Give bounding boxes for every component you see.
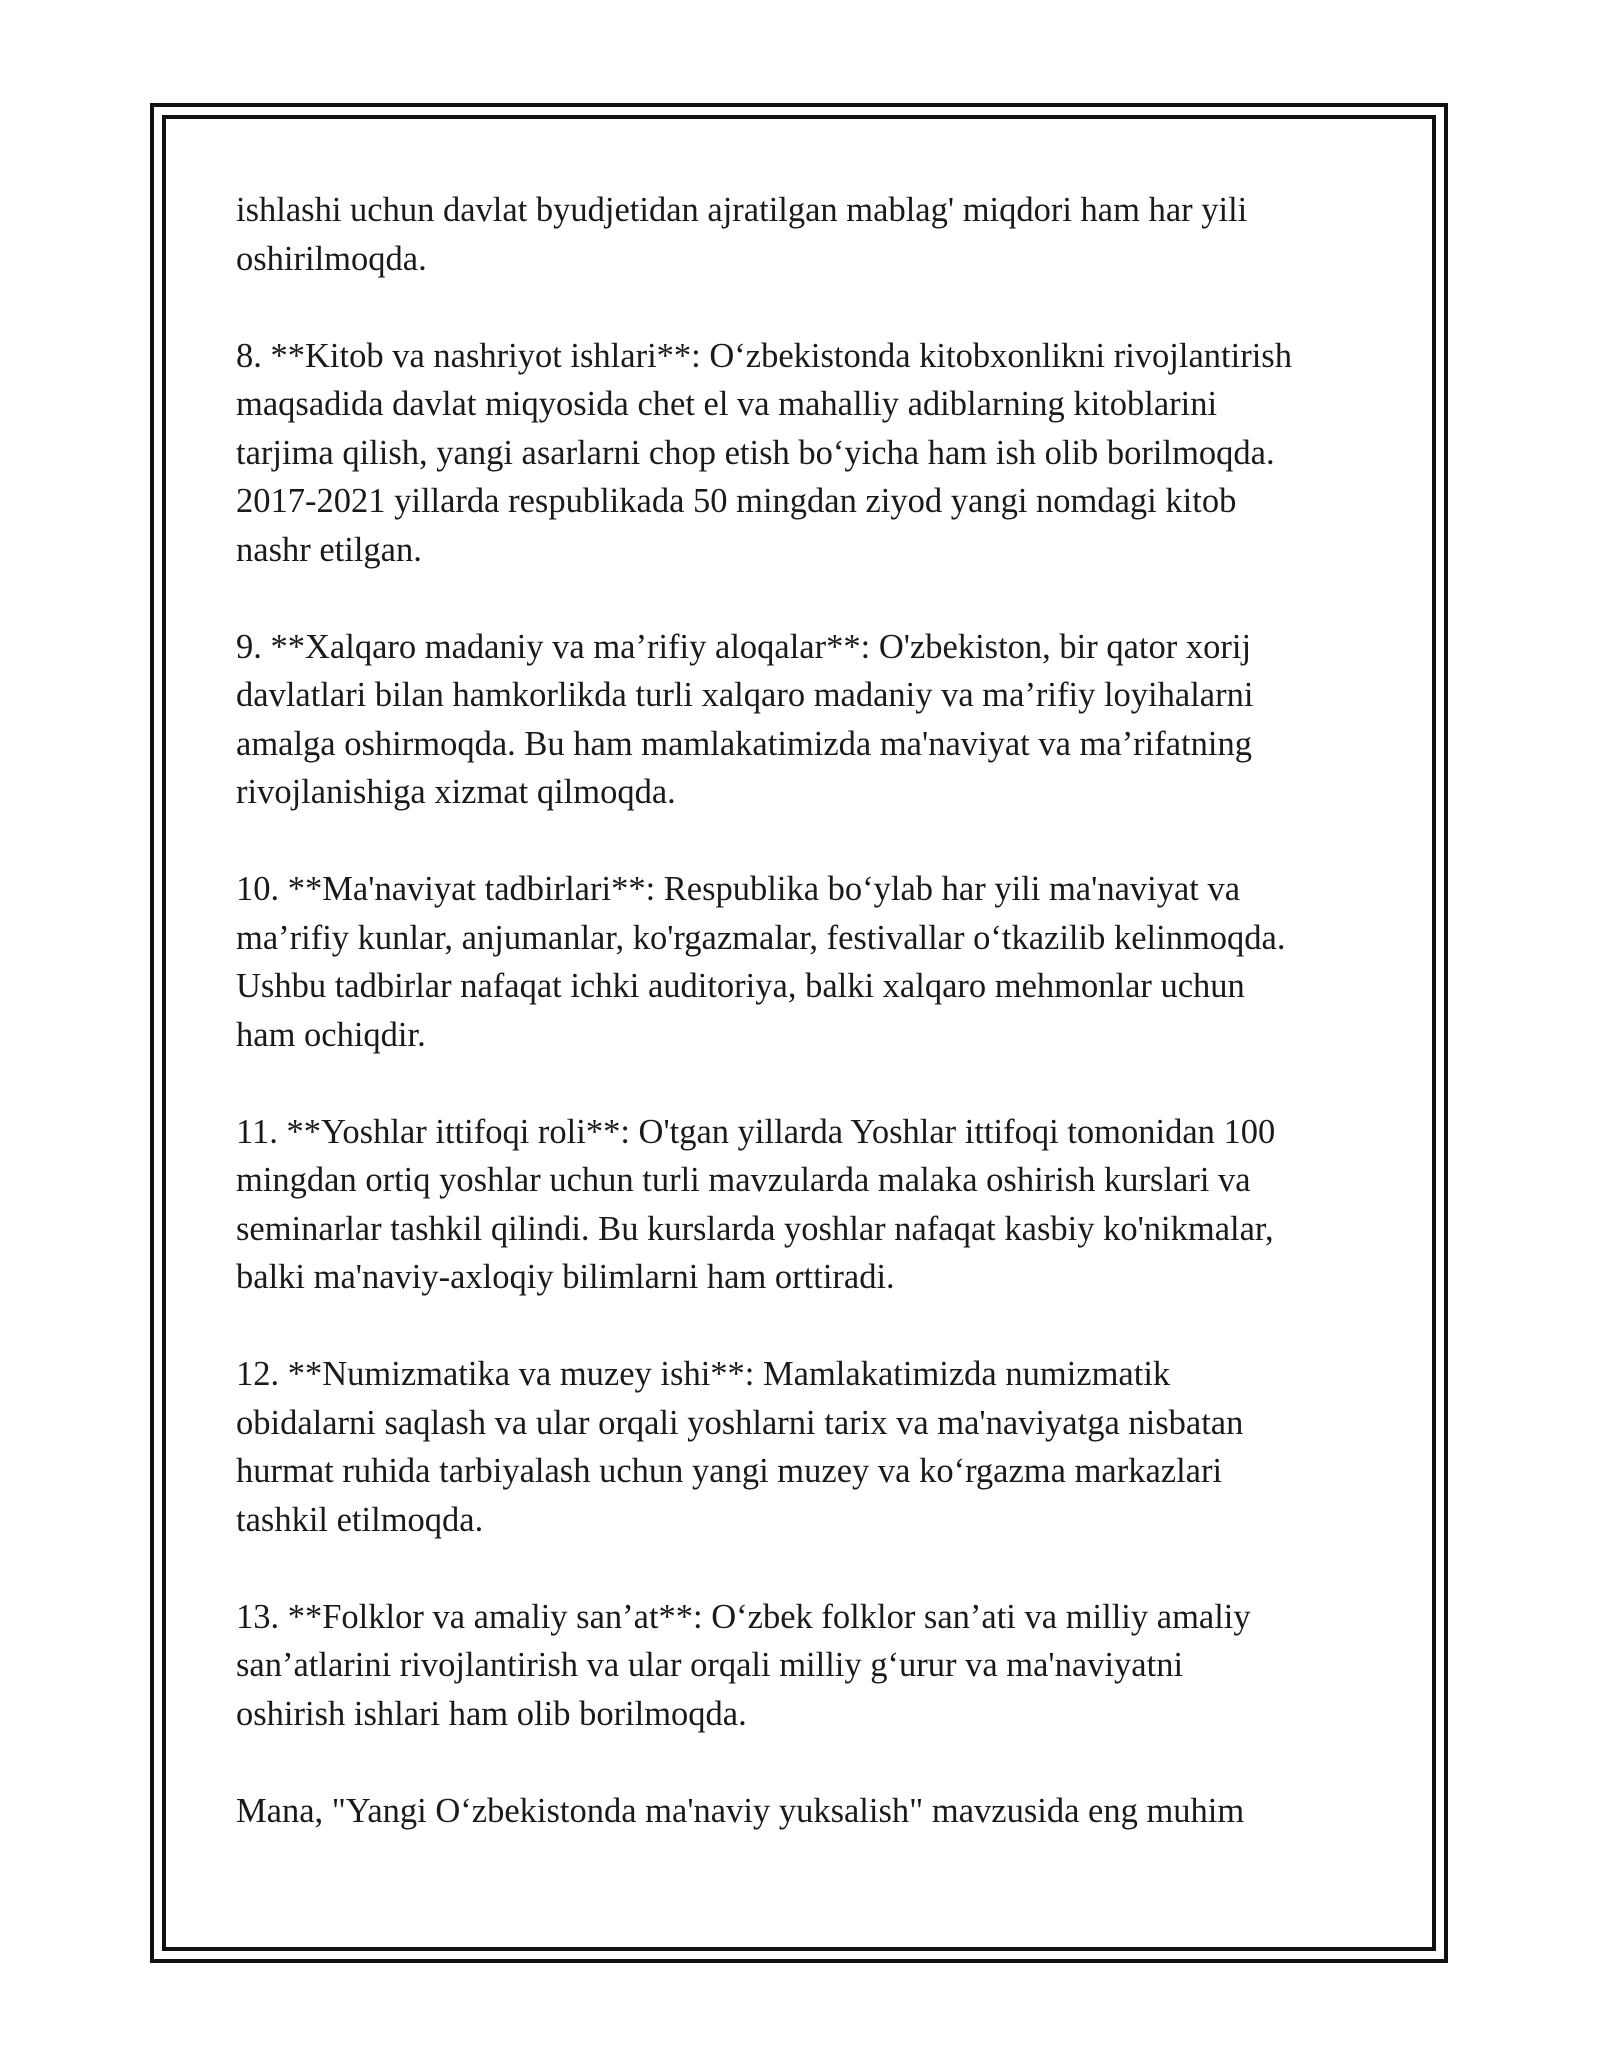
text-line: ham ochiqdir. <box>236 1015 426 1054</box>
text-line: balki ma'naviy-axloqiy bilimlarni ham orttiradi. <box>236 1258 895 1296</box>
text-line: seminarlar tashkil qilindi. Bu kurslarda yoshlar nafaqat kasbiy ko'nikmalar, <box>236 1209 1274 1248</box>
paragraph-item-13 <box>236 1593 1386 1739</box>
paragraph-conclusion <box>236 1787 1386 1836</box>
text-line: 9. **Xalqaro madaniy va ma’rifiy aloqalar**: O'zbekiston, bir qator xorij <box>236 627 1252 666</box>
text-line: tarjima qilish, yangi asarlarni chop etish bo‘yicha ham ish olib borilmoqda. <box>236 433 1275 472</box>
text-line: ma’rifiy kunlar, anjumanlar, ko'rgazmalar, festivallar o‘tkazilib kelinmoqda. <box>236 918 1286 957</box>
text-line: 10. **Ma'naviyat tadbirlari**: Respublika bo‘ylab har yili ma'naviyat va <box>236 870 1241 908</box>
document-body <box>236 186 1386 1884</box>
text-line: ishlashi uchun davlat byudjetidan ajratilgan mablag' miqdori ham har yili <box>236 191 1248 229</box>
text-line: maqsadida davlat miqyosida chet el va mahalliy adiblarning kitoblarini <box>236 385 1218 423</box>
text-line: 13. **Folklor va amaliy san’at**: O‘zbek folklor san’ati va milliy amaliy <box>236 1597 1251 1636</box>
text-line: hurmat ruhida tarbiyalash uchun yangi muzey va ko‘rgazma markazlari <box>236 1452 1223 1490</box>
text-line: 8. **Kitob va nashriyot ishlari**: O‘zbekistonda kitobxonlikni rivojlantirish <box>236 336 1292 375</box>
paragraph-item-9 <box>236 623 1386 817</box>
text-line: 2017-2021 yillarda respublikada 50 mingdan ziyod yangi nomdagi kitob <box>236 482 1237 520</box>
text-line: obidalarni saqlash va ular orqali yoshlarni tarix va ma'naviyatga nisbatan <box>236 1403 1244 1442</box>
text-line: rivojlanishiga xizmat qilmoqda. <box>236 773 676 811</box>
paragraph-item-11 <box>236 1108 1386 1302</box>
paragraph-item-8 <box>236 332 1386 575</box>
paragraph-item-12 <box>236 1350 1386 1544</box>
text-line: davlatlari bilan hamkorlikda turli xalqaro madaniy va ma’rifiy loyihalarni <box>236 676 1254 714</box>
text-line: mingdan ortiq yoshlar uchun turli mavzularda malaka oshirish kurslari va <box>236 1161 1251 1199</box>
text-line: nashr etilgan. <box>236 530 422 569</box>
text-line: 12. **Numizmatika va muzey ishi**: Mamlakatimizda numizmatik <box>236 1355 1171 1393</box>
text-line: oshirilmoqda. <box>236 239 427 278</box>
text-line: amalga oshirmoqda. Bu ham mamlakatimizda ma'naviyat va ma’rifatning <box>236 724 1252 763</box>
paragraph-item-10 <box>236 865 1386 1059</box>
text-line: oshirish ishlari ham olib borilmoqda. <box>236 1694 747 1733</box>
paragraph-continuation <box>236 186 1386 283</box>
text-line: Ushbu tadbirlar nafaqat ichki auditoriya, balki xalqaro mehmonlar uchun <box>236 967 1245 1005</box>
text-line: tashkil etilmoqda. <box>236 1500 484 1539</box>
text-line: Mana, "Yangi O‘zbekistonda ma'naviy yuksalish" mavzusida eng muhim <box>236 1791 1245 1830</box>
text-line: 11. **Yoshlar ittifoqi roli**: O'tgan yillarda Yoshlar ittifoqi tomonidan 100 <box>236 1112 1276 1151</box>
text-line: san’atlarini rivojlantirish va ular orqali milliy g‘urur va ma'naviyatni <box>236 1646 1184 1684</box>
